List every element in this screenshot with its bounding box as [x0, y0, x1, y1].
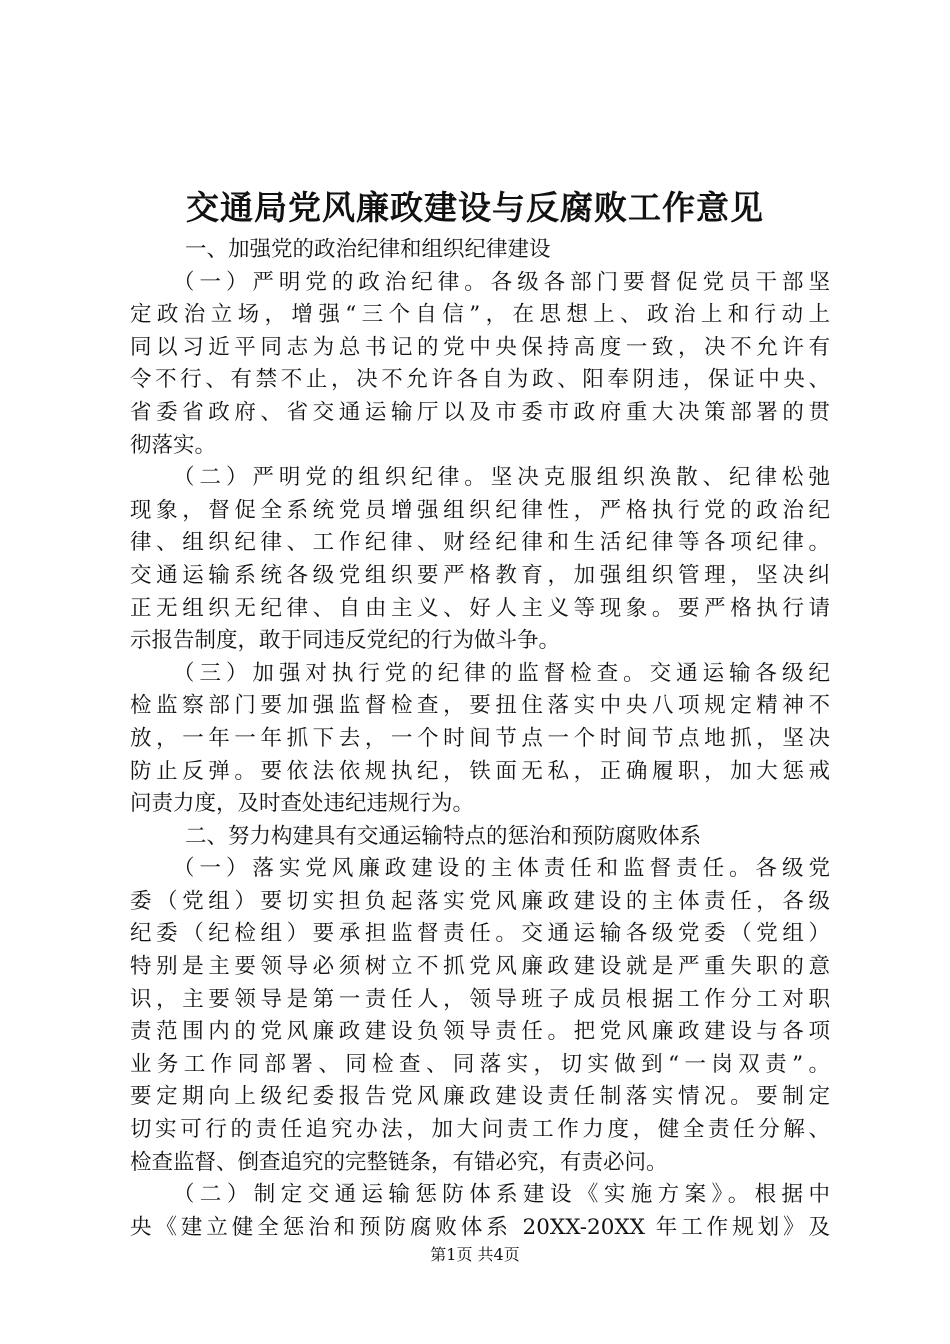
document-title: 交通局党风廉政建设与反腐败工作意见 [186, 188, 764, 227]
paragraph-line: 同以习近平同志为总书记的党中央保持高度一致，决不允许有 [130, 334, 830, 360]
paragraph-line: 检监察部门要加强监督检查，要扭住落实中央八项规定精神不 [130, 693, 830, 719]
paragraph-line: 正无组织无纪律、自由主义、好人主义等现象。要严格执行请 [130, 595, 830, 621]
paragraph-line: 律、组织纪律、工作纪律、财经纪律和生活纪律等各项纪律。 [130, 530, 830, 556]
paragraph-line: 现象，督促全系统党员增强组织纪律性，严格执行党的政治纪 [130, 497, 830, 523]
paragraph-line: （一）严明党的政治纪律。各级各部门要督促党员干部坚 [173, 269, 830, 295]
section-heading: 二、努力构建具有交通运输特点的惩治和预防腐败体系 [185, 823, 702, 849]
paragraph-line: （二）制定交通运输惩防体系建设《实施方案》。根据中 [173, 1182, 830, 1208]
paragraph-line: 放，一年一年抓下去，一个时间节点一个时间节点地抓，坚决 [130, 725, 830, 751]
paragraph-line: 识，主要领导是第一责任人，领导班子成员根据工作分工对职 [130, 986, 830, 1012]
paragraph-line: 委（党组）要切实担负起落实党风廉政建设的主体责任，各级 [130, 888, 830, 914]
paragraph-line: 示报告制度，敢于同违反党纪的行为做斗争。 [130, 628, 561, 654]
paragraph-line: 省委省政府、省交通运输厅以及市委市政府重大决策部署的贯 [130, 399, 830, 425]
paragraph-line: （二）严明党的组织纪律。坚决克服组织涣散、纪律松弛 [173, 465, 830, 491]
page-footer: 第1页 共4页 [430, 1245, 520, 1264]
paragraph-line: 责范围内的党风廉政建设负领导责任。把党风廉政建设与各项 [130, 1019, 830, 1045]
paragraph-line: 要定期向上级纪委报告党风廉政建设责任制落实情况。要制定 [130, 1084, 830, 1110]
paragraph-line: 纪委（纪检组）要承担监督责任。交通运输各级党委（党组） [130, 921, 830, 947]
paragraph-line: 彻落实。 [130, 432, 217, 458]
paragraph-line: 切实可行的责任追究办法，加大问责工作力度，健全责任分解、 [130, 1117, 830, 1143]
paragraph-line: 检查监督、倒查追究的完整链条，有错必究，有责必问。 [130, 1149, 668, 1175]
paragraph-line: 防止反弹。要依法依规执纪，铁面无私，正确履职，加大惩戒 [130, 758, 830, 784]
paragraph-line: 问责力度，及时查处违纪违规行为。 [130, 791, 475, 817]
paragraph-line: 业务工作同部署、同检查、同落实，切实做到“一岗双责”。 [130, 1051, 830, 1077]
section-heading: 一、加强党的政治纪律和组织纪律建设 [185, 237, 551, 262]
paragraph-line: 令不行、有禁不止，决不允许各自为政、阳奉阴违，保证中央、 [130, 367, 830, 393]
paragraph-line: （一）落实党风廉政建设的主体责任和监督责任。各级党 [173, 856, 830, 882]
paragraph-line: 特别是主要领导必须树立不抓党风廉政建设就是严重失职的意 [130, 954, 830, 980]
document-body [130, 234, 830, 1244]
paragraph-line: （三）加强对执行党的纪律的监督检查。交通运输各级纪 [173, 660, 830, 686]
paragraph-line: 交通运输系统各级党组织要严格教育，加强组织管理，坚决纠 [130, 562, 830, 588]
paragraph-line: 定政治立场，增强“三个自信”，在思想上、政治上和行动上 [130, 302, 830, 328]
paragraph-line: 央《建立健全惩治和预防腐败体系 20XX-20XX 年工作规划》及 [130, 1214, 830, 1240]
